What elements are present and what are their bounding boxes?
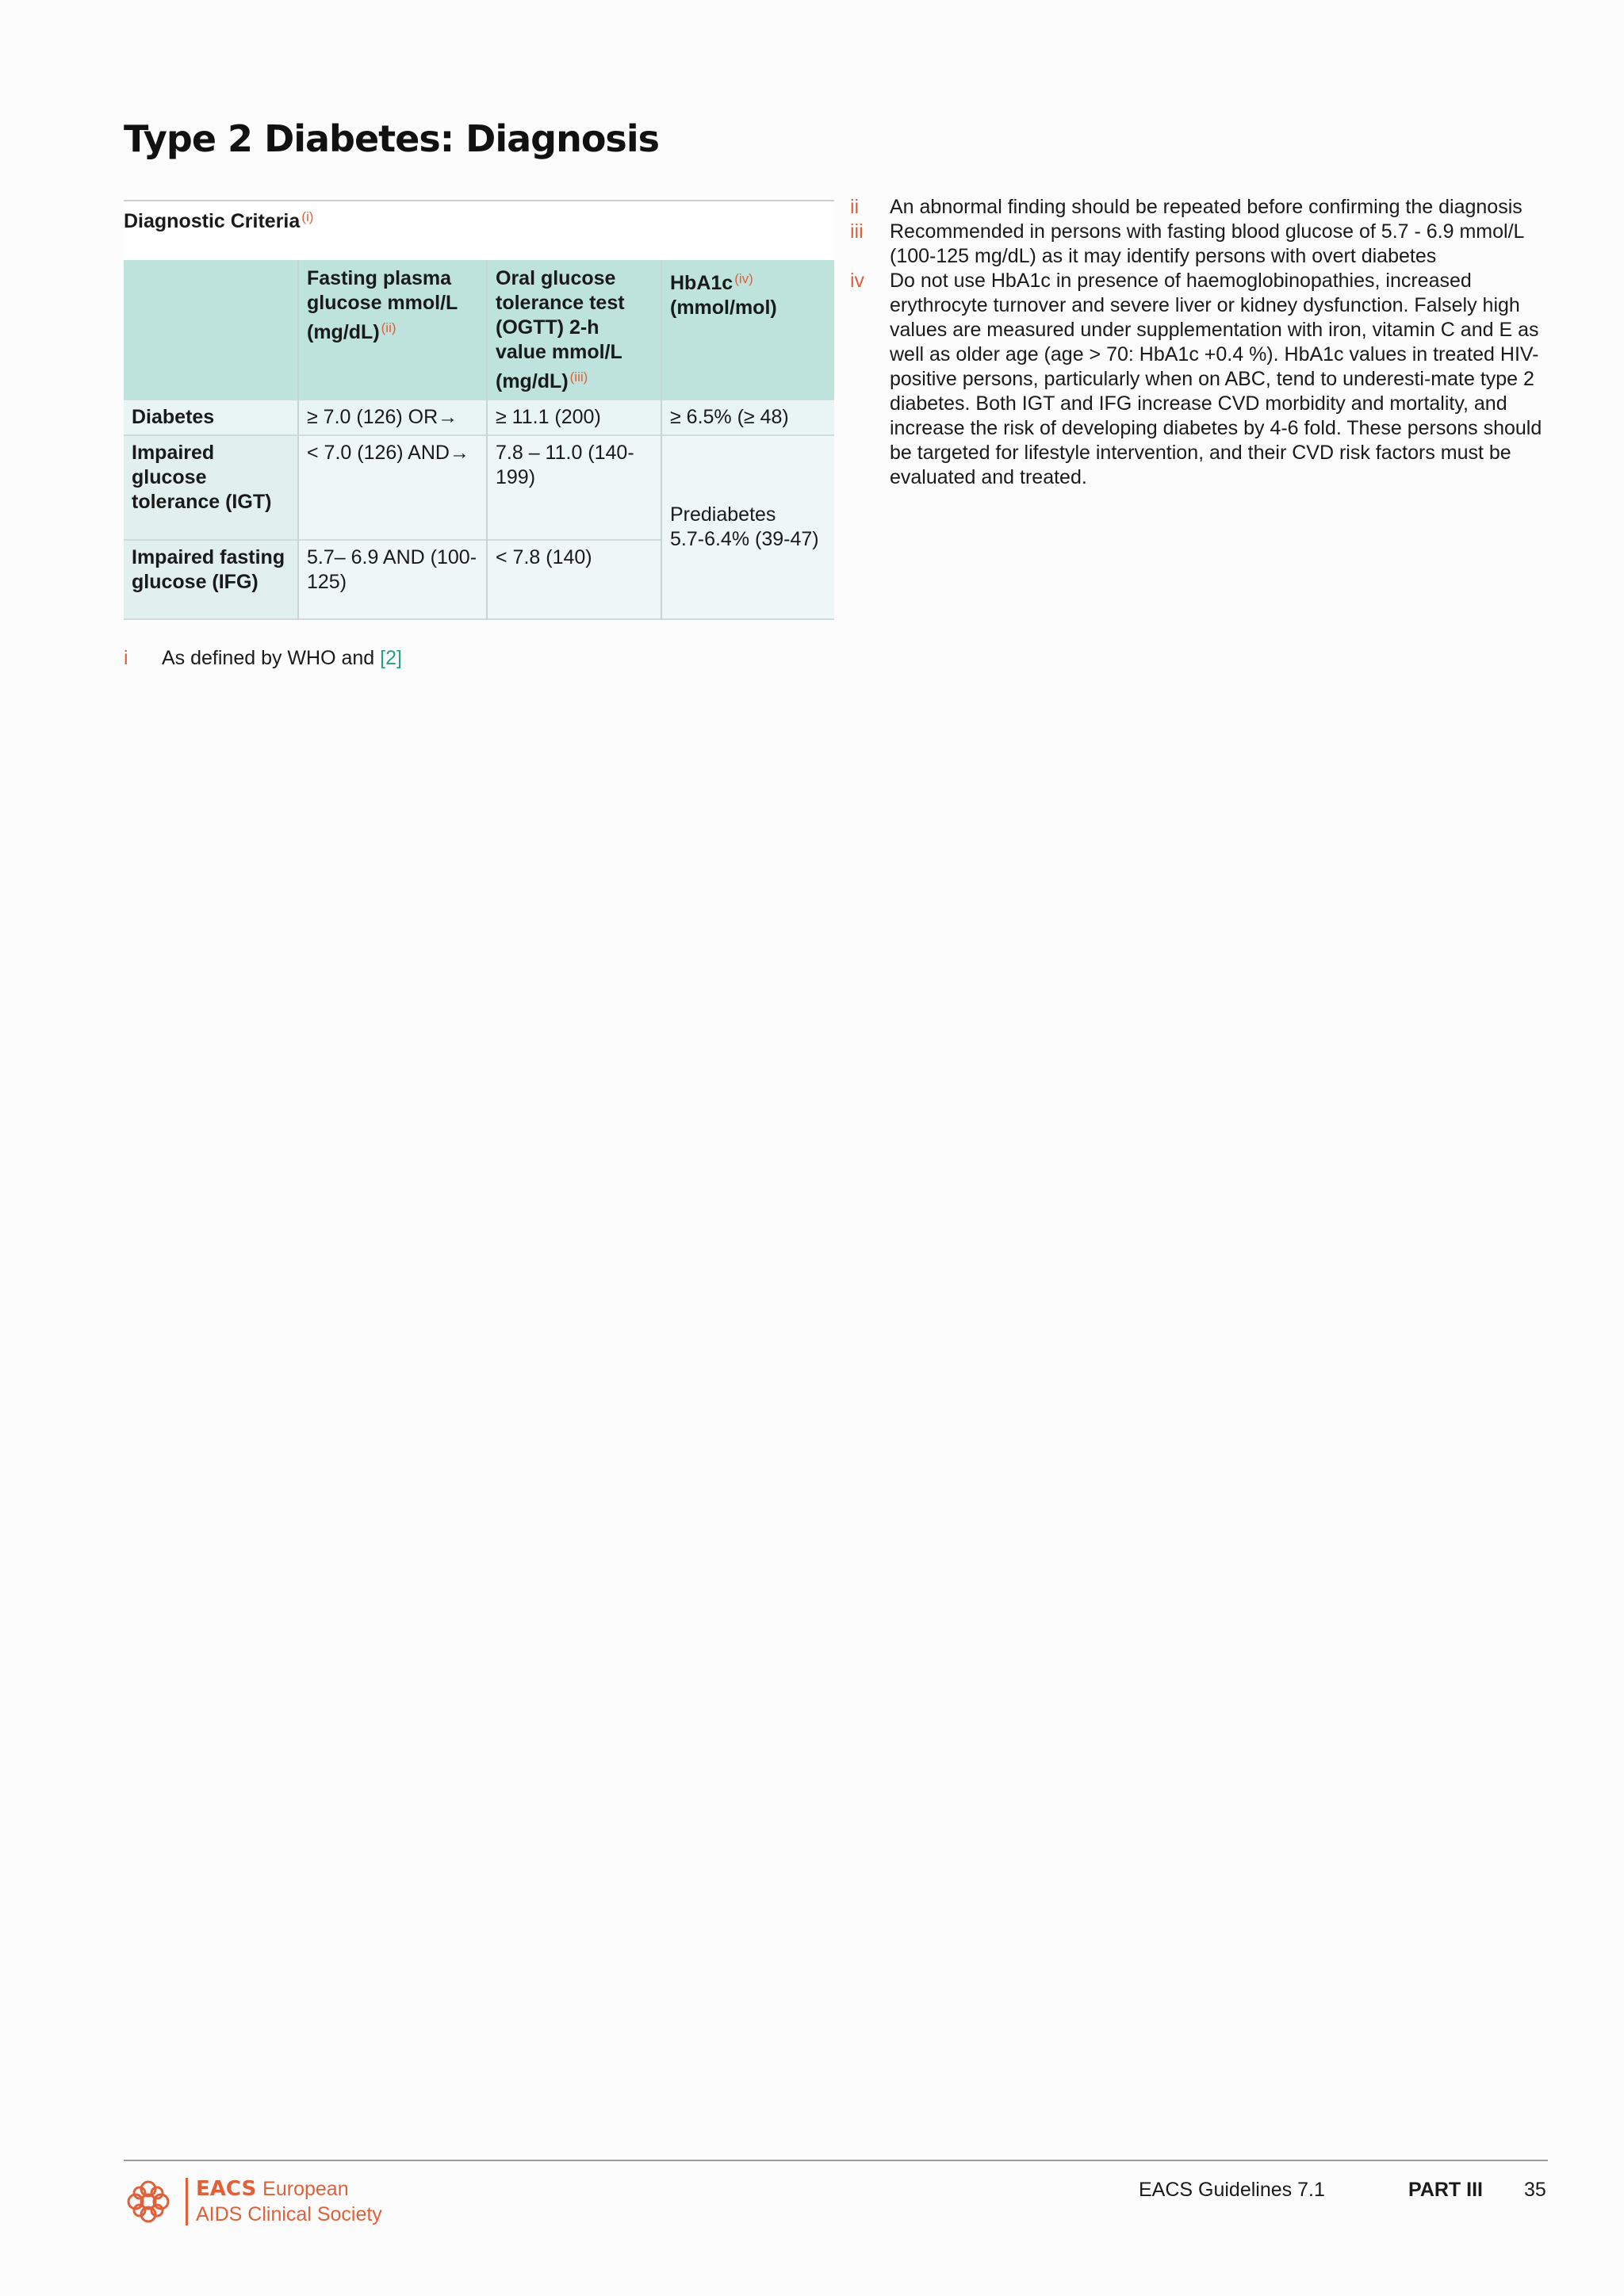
cell-fpg: < 7.0 (126) AND→ [298, 435, 487, 540]
logo-wordmark [186, 2178, 382, 2225]
criteria-heading [124, 201, 834, 260]
footnote-iii [850, 220, 1548, 269]
eacs-logo [124, 2177, 382, 2226]
footer-rule [124, 2160, 1548, 2161]
cell-ogtt: ≥ 11.1 (200) [487, 400, 661, 435]
header-hba1c: HbA1c $^{(iv)}$ (mmol/mol) [661, 260, 834, 400]
footnote-text: An abnormal finding should be repeated before confirming the diagnosis [890, 196, 1522, 218]
footnote-ii [850, 195, 1548, 220]
footnote-number: ii [850, 196, 860, 218]
logo-org-line1: European [262, 2178, 349, 2200]
row-label-igt: Impaired glucose tolerance (IGT) [124, 435, 298, 540]
prediabetes-value: 5.7-6.4% (39-47) [670, 528, 819, 550]
footer-part: PART III [1408, 2179, 1483, 2201]
diagnostic-criteria-panel [124, 200, 834, 620]
row-label-ifg: Impaired fasting glucose (IFG) [124, 540, 298, 619]
page-number: 35 [1524, 2179, 1546, 2201]
footnote-number: iv [850, 270, 865, 292]
footnote-number: iii [850, 220, 864, 243]
cell-fpg: 5.7– 6.9 AND (100-125) [298, 540, 487, 619]
row-label-diabetes: Diabetes [124, 400, 298, 435]
prediabetes-label: Prediabetes [670, 503, 776, 526]
footnote-iv [850, 269, 1548, 490]
page-title: Type 2 Diabetes: Diagnosis [124, 117, 659, 160]
table-row [124, 400, 834, 435]
cell-ogtt: 7.8 – 11.0 (140-199) [487, 435, 661, 540]
footer-guidelines: EACS Guidelines 7.1 [1139, 2179, 1325, 2201]
footnote-text: Do not use HbA1c in presence of haemoglobinopathies, increased erythrocyte turnover and severe liver or kidney dysfunction. Falsely high values are measured under supplementation with iron, vitamin C and E as well as older age (age > 70: HbA1c +0.4 %). HbA1c values in treated HIV-positive persons, particularly when on ABC, tend to underesti-mate type 2 diabetes. Both IGT and IFG increase CVD morbidity and mortality, and increase the risk of developing diabetes by 4-6 fold. These persons should be targeted for lifestyle intervention, and their CVD risk factors must be evaluated and treated. [890, 270, 1542, 488]
cell-fpg: ≥ 7.0 (126) OR→ [298, 400, 487, 435]
criteria-label: Diagnostic Criteria [124, 210, 301, 232]
cell-prediabetes [661, 435, 834, 619]
table-row [124, 435, 834, 540]
footnote-text: Recommended in persons with fasting blood glucose of 5.7 - 6.9 mmol/L (100-125 mg/dL) as it may identify persons with overt diabetes [890, 220, 1524, 267]
cell-ogtt: < 7.8 (140) [487, 540, 661, 619]
table-header-row [124, 260, 834, 400]
footnotes-column [850, 195, 1548, 490]
header-ogtt: Oral glucose tolerance test (OGTT) 2-h value mmol/L (mg/dL) $^{(iii)}$ [487, 260, 661, 400]
header-empty [124, 260, 298, 400]
footnote-text: As defined by WHO and [162, 647, 381, 669]
reference-link[interactable]: [2] [380, 647, 402, 669]
eacs-emblem-icon [124, 2177, 173, 2226]
logo-org-line2: AIDS Clinical Society [196, 2203, 382, 2225]
header-fpg: Fasting plasma glucose mmol/L (mg/dL) $^{(ii)}$ [298, 260, 487, 400]
logo-brand: EACS [196, 2177, 257, 2201]
cell-hba1c: ≥ 6.5% (≥ 48) [661, 400, 834, 435]
criteria-ref: (i) [301, 209, 314, 224]
footnote-i [124, 647, 402, 670]
diagnostic-table [124, 260, 834, 620]
footnote-number: i [124, 647, 128, 669]
